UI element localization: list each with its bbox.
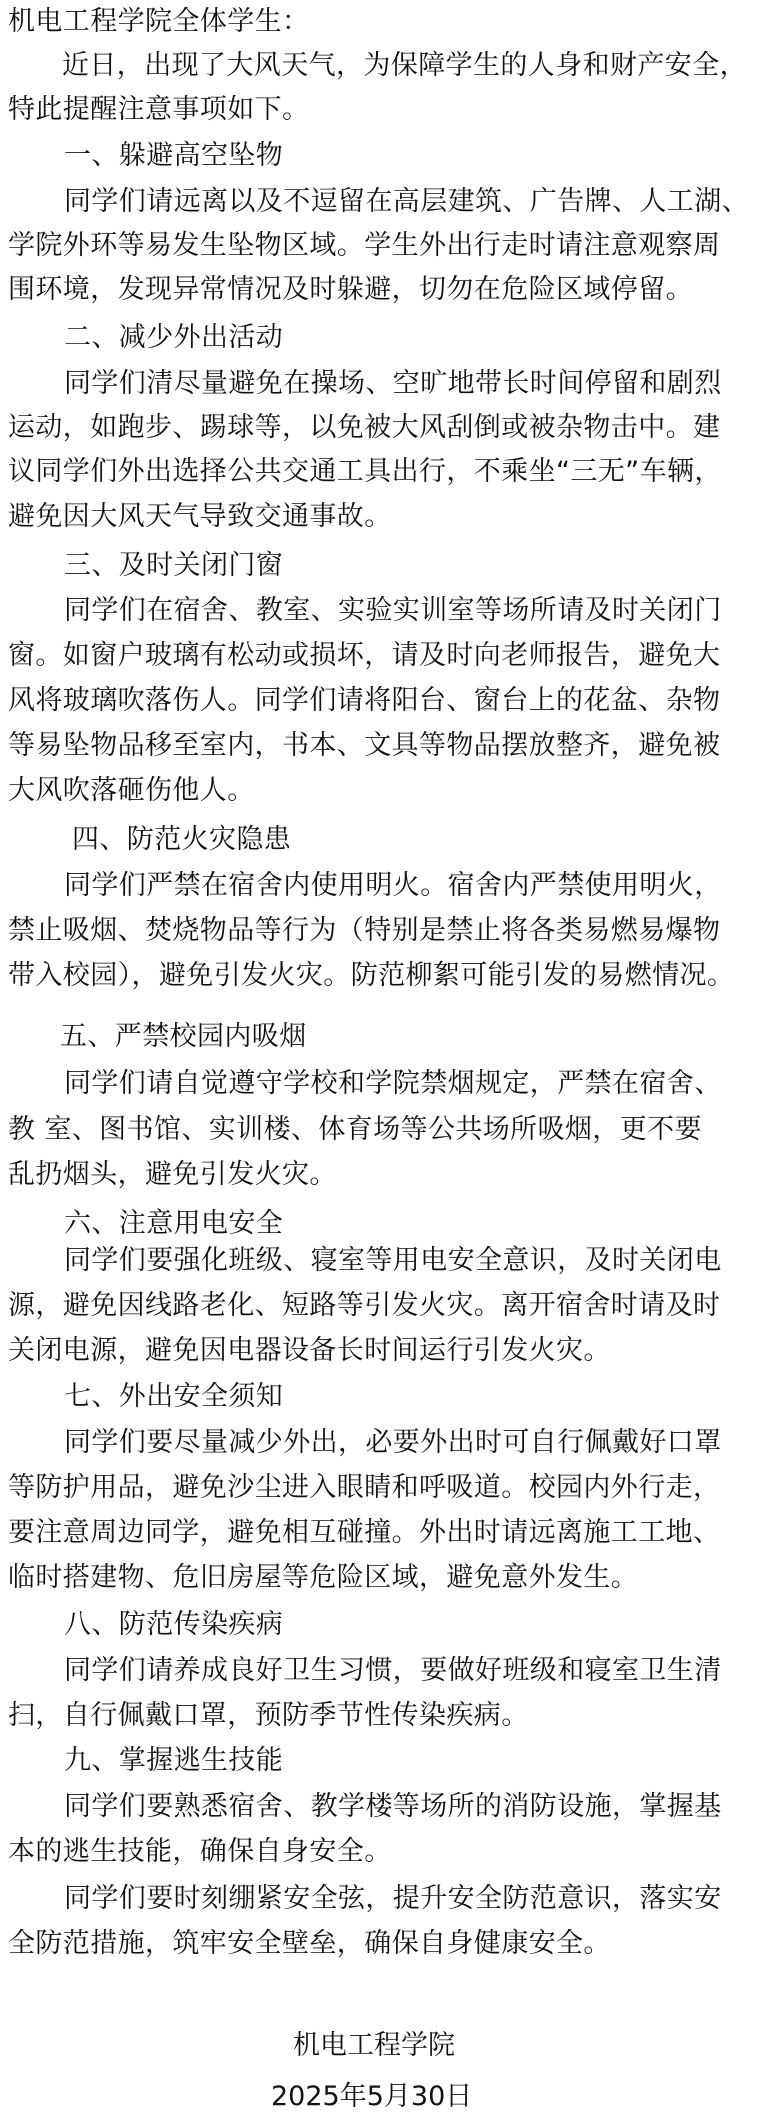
section-heading-9: 九、掌握逃生技能 xyxy=(64,1745,284,1776)
section-3-line: 等易坠物品移至室内，书本、文具等物品摆放整齐，避免被 xyxy=(8,730,721,761)
section-4-line: 同学们严禁在宿舍内使用明火。宿舍内严禁使用明火， xyxy=(64,870,722,901)
signature-date: 2025年5月30日 xyxy=(271,2081,473,2112)
section-heading-8: 八、防范传染疾病 xyxy=(64,1609,284,1640)
section-heading-5: 五、严禁校园内吸烟 xyxy=(60,1021,307,1052)
section-7-line: 要注意周边同学，避免相互碰撞。外出时请远离施工工地、 xyxy=(8,1517,721,1548)
greeting: 机电工程学院全体学生： xyxy=(8,6,310,37)
section-2-line: 避免因大风天气导致交通事故。 xyxy=(8,501,392,532)
section-3-line: 同学们在宿舍、教室、实验实训室等场所请及时关闭门 xyxy=(64,595,722,626)
section-9-line: 本的逃生技能，确保自身安全。 xyxy=(8,1836,392,1867)
section-2-line: 同学们清尽量避免在操场、空旷地带长时间停留和剧烈 xyxy=(64,368,722,399)
section-1-line: 同学们请远离以及不逗留在高层建筑、广告牌、人工湖、 xyxy=(64,186,749,217)
section-4-line: 带入校园），避免引发火灾。防范柳絮可能引发的易燃情况。 xyxy=(8,960,735,991)
section-7-line: 同学们要尽量减少外出，必要外出时可自行佩戴好口罩 xyxy=(64,1427,722,1458)
closing-line: 全防范措施，筑牢安全壁垒，确保自身健康安全。 xyxy=(8,1928,611,1959)
section-heading-7: 七、外出安全须知 xyxy=(64,1381,284,1412)
section-5-line: 同学们请自觉遵守学校和学院禁烟规定，严禁在宿舍、 xyxy=(64,1068,722,1099)
section-1-line: 围环境，发现异常情况及时躲避，切勿在危险区域停留。 xyxy=(8,274,693,305)
signature-org: 机电工程学院 xyxy=(293,2030,455,2061)
section-6-line: 关闭电源，避免因电器设备长时间运行引发火灾。 xyxy=(8,1335,611,1366)
section-5-line: 乱扔烟头，避免引发火灾。 xyxy=(8,1159,337,1190)
section-7-line: 等防护用品，避免沙尘进入眼睛和呼吸道。校园内外行走， xyxy=(8,1472,721,1503)
section-8-line: 同学们请养成良好卫生习惯，要做好班级和寝室卫生清 xyxy=(64,1655,722,1686)
section-8-line: 扫，自行佩戴口罩，预防季节性传染疾病。 xyxy=(8,1700,529,1731)
section-9-line: 同学们要熟悉宿舍、教学楼等场所的消防设施，掌握基 xyxy=(64,1791,722,1822)
section-2-line: 运动，如跑步、踢球等，以免被大风刮倒或被杂物击中。建 xyxy=(8,412,721,443)
intro-line: 近日，出现了大风天气，为保障学生的人身和财产安全， xyxy=(62,50,747,81)
section-6-line: 源，避免因线路老化、短路等引发火灾。离开宿舍时请及时 xyxy=(8,1290,721,1321)
intro-line: 特此提醒注意事项如下。 xyxy=(8,94,310,125)
section-heading-4: 四、防范火灾隐患 xyxy=(72,824,292,855)
section-heading-1: 一、躲避高空坠物 xyxy=(64,140,284,171)
section-6-line: 同学们要强化班级、寝室等用电安全意识，及时关闭电 xyxy=(64,1245,722,1276)
section-heading-2: 二、减少外出活动 xyxy=(64,322,284,353)
section-3-line: 大风吹落砸伤他人。 xyxy=(8,775,255,806)
section-3-line: 风将玻璃吹落伤人。同学们请将阳台、窗台上的花盆、杂物 xyxy=(8,685,721,716)
section-heading-3: 三、及时关闭门窗 xyxy=(64,550,284,581)
section-5-line: 教 室、图书馆、实训楼、体育场等公共场所吸烟，更不要 xyxy=(8,1114,702,1145)
section-4-line: 禁止吸烟、焚烧物品等行为（特别是禁止将各类易燃易爆物 xyxy=(8,915,721,946)
closing-line: 同学们要时刻绷紧安全弦，提升安全防范意识，落实安 xyxy=(64,1883,722,1914)
section-1-line: 学院外环等易发生坠物区域。学生外出行走时请注意观察周 xyxy=(8,230,721,261)
section-7-line: 临时搭建物、危旧房屋等危险区域，避免意外发生。 xyxy=(8,1562,639,1593)
section-heading-6: 六、注意用电安全 xyxy=(64,1208,284,1239)
section-3-line: 窗。如窗户玻璃有松动或损坏，请及时向老师报告，避免大 xyxy=(8,640,721,671)
section-2-line: 议同学们外出选择公共交通工具出行，不乘坐“三无”车辆， xyxy=(8,456,722,487)
